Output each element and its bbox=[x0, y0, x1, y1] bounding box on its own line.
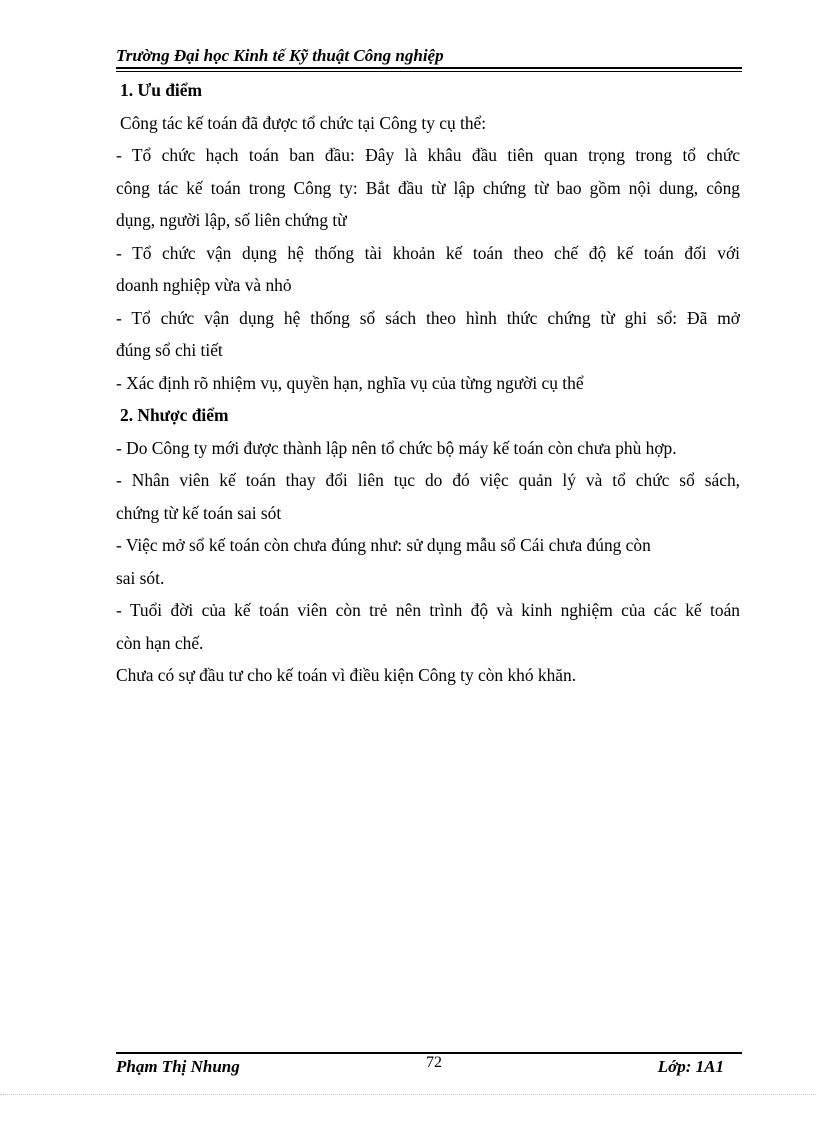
paragraph-line: Chưa có sự đầu tư cho kế toán vì điều kiện Công ty còn khó khăn. bbox=[116, 665, 577, 685]
header-rule-thin bbox=[116, 71, 742, 72]
paragraph-line: - Tổ chức hạch toán ban đầu: Đây là khâu đầu tiên quan trọng trong tổ chức bbox=[116, 145, 740, 165]
paragraph-line: doanh nghiệp vừa và nhỏ bbox=[116, 275, 292, 295]
paragraph-line: - Tổ chức vận dụng hệ thống tài khoản kế toán theo chế độ kế toán đối với bbox=[116, 242, 740, 263]
footer-class: Lớp: 1A1 bbox=[657, 1057, 724, 1076]
document-body bbox=[116, 74, 740, 692]
paragraph-line: chứng từ kế toán sai sót bbox=[116, 502, 282, 523]
section-heading-advantages: 1. Ưu điểm bbox=[120, 80, 202, 100]
header-title: Trường Đại học Kinh tế Kỹ thuật Công nghiệp bbox=[116, 46, 444, 65]
paragraph-line: - Tổ chức vận dụng hệ thống sổ sách theo hình thức chứng từ ghi sổ: Đã mở bbox=[116, 307, 740, 328]
paragraph-line: - Tuổi đời của kế toán viên còn trẻ nên trình độ và kinh nghiệm của các kế toán bbox=[116, 600, 740, 620]
paragraph-line: sai sót. bbox=[116, 567, 165, 588]
paragraph-line: - Nhân viên kế toán thay đổi liên tục do đó việc quản lý và tổ chức sổ sách, bbox=[116, 470, 740, 490]
paragraph-line: Công tác kế toán đã được tổ chức tại Công ty cụ thể: bbox=[120, 112, 487, 133]
paragraph-line: còn hạn chế. bbox=[116, 632, 204, 653]
section-heading-disadvantages: 2. Nhược điểm bbox=[120, 405, 229, 425]
paragraph-line: dụng, người lập, số liên chứng từ bbox=[116, 210, 347, 230]
page-number: 72 bbox=[426, 1054, 442, 1071]
header-rule-thick bbox=[116, 67, 742, 69]
paragraph-line: - Do Công ty mới được thành lập nên tổ chức bộ máy kế toán còn chưa phù hợp. bbox=[116, 437, 677, 458]
paragraph-line: - Việc mở sổ kế toán còn chưa đúng như: sử dụng mẫu sổ Cái chưa đúng còn bbox=[116, 535, 651, 555]
paragraph-line: đúng sổ chi tiết bbox=[116, 340, 223, 360]
paragraph-line: - Xác định rõ nhiệm vụ, quyền hạn, nghĩa vụ của từng người cụ thể bbox=[116, 372, 584, 393]
footer-author: Phạm Thị Nhung bbox=[116, 1057, 240, 1076]
paragraph-line: công tác kế toán trong Công ty: Bắt đầu từ lập chứng từ bao gồm nội dung, công bbox=[116, 177, 740, 198]
page-boundary-dots bbox=[0, 1094, 816, 1095]
